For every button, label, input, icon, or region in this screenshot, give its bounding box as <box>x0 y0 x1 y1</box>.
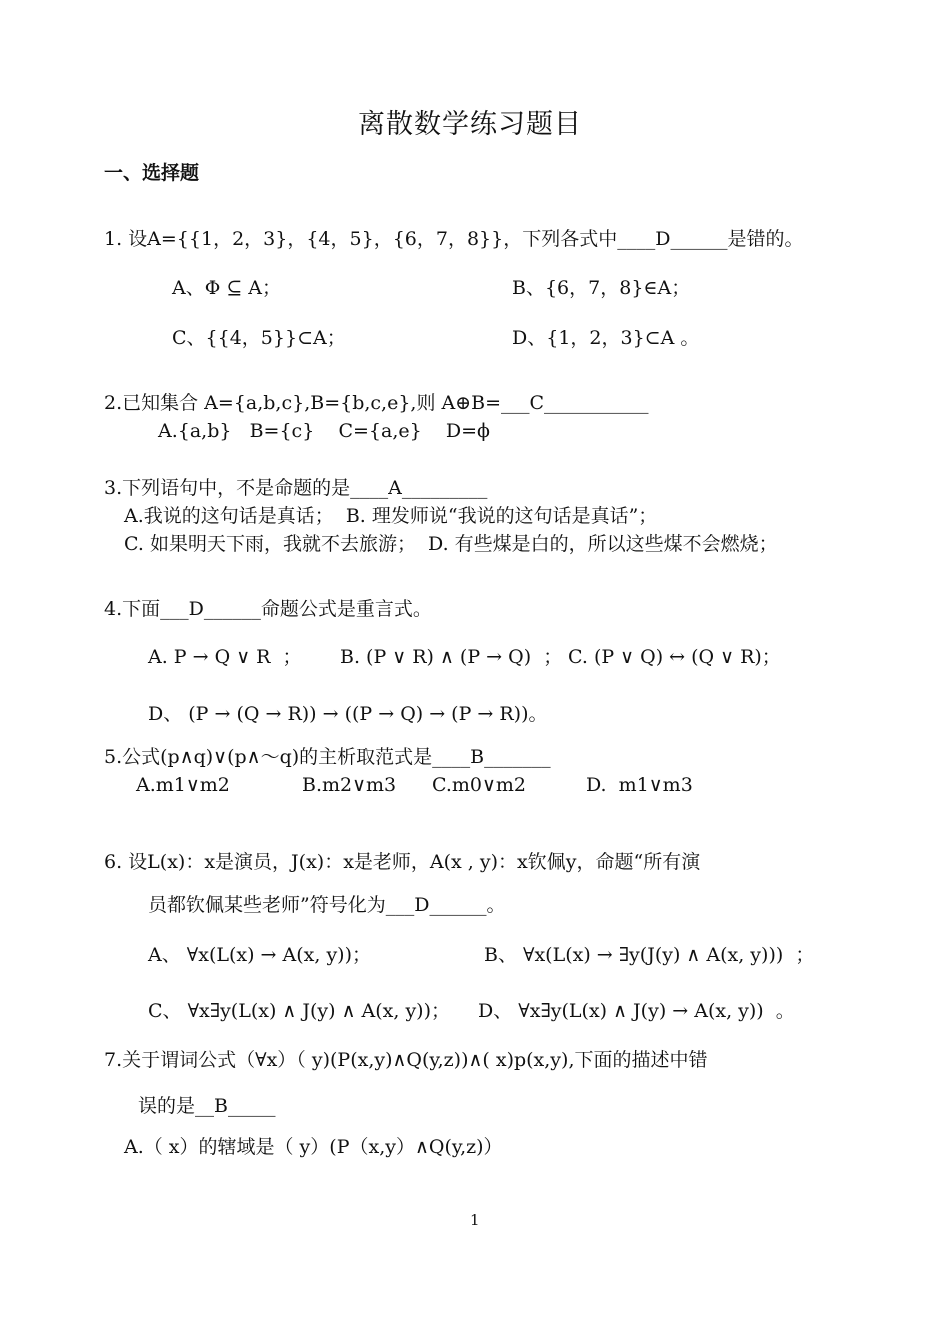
question-4-option-b: B. (P ∨ R) ∧ (P → Q) ； <box>340 646 563 668</box>
question-5-option-c: C.m0∨m2 <box>432 774 527 796</box>
question-7-option-a: A.（ x）的辖域是（ y）(P（x,y）∧Q(y,z)） <box>124 1136 503 1158</box>
question-7-stem-line1: 7.关于谓词公式（∀x）（ y)(P(x,y)∧Q(y,z))∧( x)p(x,y),下面的描述中错 <box>104 1049 708 1071</box>
question-6-stem-line2: 员都钦佩某些老师”符号化为___D______。 <box>148 894 506 916</box>
question-7-stem-line2: 误的是__B_____ <box>138 1095 276 1117</box>
question-5-option-b: B.m2∨m3 <box>302 774 397 796</box>
question-2-stem: 2.已知集合 A={a,b,c},B={b,c,e},则 A⊕B=___C___________ <box>104 392 649 414</box>
page-number: 1 <box>470 1211 480 1229</box>
question-6-stem-line1: 6. 设L(x)：x是演员，J(x)：x是老师，A(x , y)：x钦佩y，命题“所有演 <box>104 851 701 873</box>
section-heading: 一、选择题 <box>104 162 200 184</box>
question-1-option-d: D、{1，2，3}⊂A 。 <box>512 327 700 349</box>
question-1-option-b: B、{6，7，8}∈A； <box>512 277 691 299</box>
question-2-options: A.{a,b} B={c} C={a,e} D=ϕ <box>158 420 490 442</box>
question-4-option-a: A. P → Q ∨ R ； <box>148 646 302 668</box>
question-6-option-a: A、 ∀x(L(x) → A(x, y))； <box>148 944 371 966</box>
question-1-stem: 1. 设A={{1，2，3}，{4，5}，{6，7，8}}，下列各式中____D______是错的。 <box>104 228 804 250</box>
question-5-stem: 5.公式(p∧q)∨(p∧～q)的主析取范式是____B_______ <box>104 746 551 768</box>
question-3-options-line1: A.我说的这句话是真话； B. 理发师说“我说的这句话是真话”； <box>124 505 658 527</box>
question-3-options-line2: C. 如果明天下雨，我就不去旅游； D. 有些煤是白的，所以这些煤不会燃烧； <box>124 533 778 555</box>
question-6-option-c: C、 ∀x∃y(L(x) ∧ J(y) ∧ A(x, y))； <box>148 1000 451 1022</box>
question-5-option-d: D. m1∨m3 <box>586 774 693 796</box>
question-1-option-a: A、Φ ⊆ A； <box>172 277 282 299</box>
question-6-option-d: D、 ∀x∃y(L(x) ∧ J(y) → A(x, y)) 。 <box>478 1000 795 1022</box>
question-4-option-c: C. (P ∨ Q) ↔ (Q ∨ R)； <box>568 646 781 668</box>
question-4-stem: 4.下面___D______命题公式是重言式。 <box>104 598 432 620</box>
question-1-option-c: C、{{4，5}}⊂A； <box>172 327 346 349</box>
question-3-stem: 3.下列语句中，不是命题的是____A_________ <box>104 477 488 499</box>
question-4-option-d: D、 (P → (Q → R)) → ((P → Q) → (P → R))。 <box>148 703 548 725</box>
question-5-option-a: A.m1∨m2 <box>136 774 230 796</box>
page-title: 离散数学练习题目 <box>358 109 582 140</box>
question-6-option-b: B、 ∀x(L(x) → ∃y(J(y) ∧ A(x, y))) ； <box>484 944 815 966</box>
